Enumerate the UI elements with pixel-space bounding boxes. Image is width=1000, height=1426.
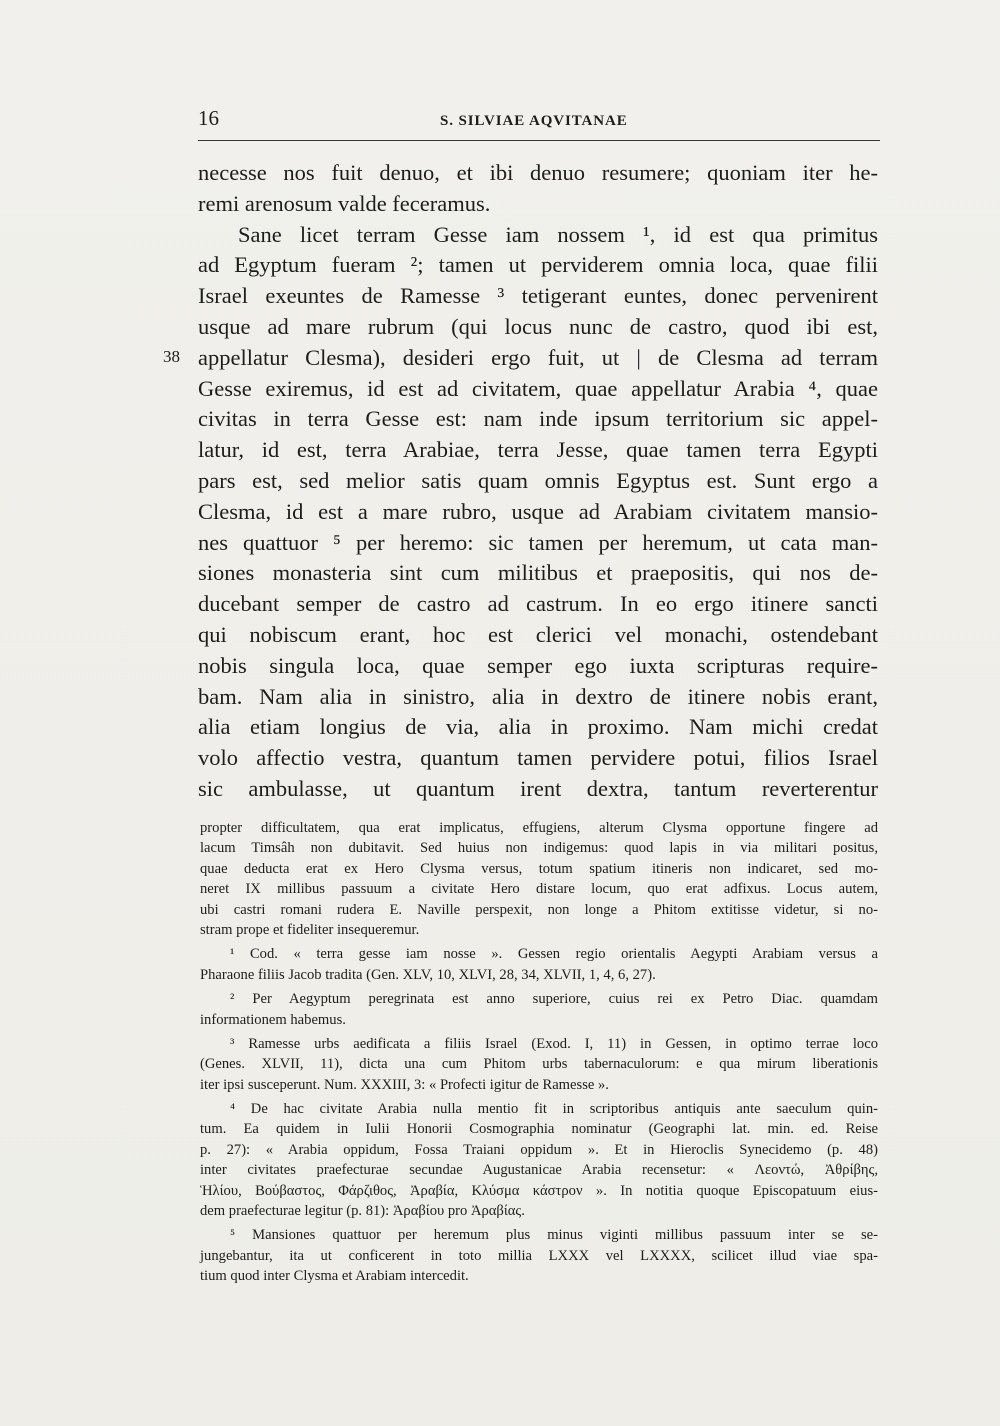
text-line: pars est, sed melior satis quam omnis Egyptus est. Sunt ergo a — [198, 467, 878, 493]
text-line: nobis singula loca, quae semper ego iuxta scripturas require- — [198, 652, 878, 678]
text-line: ducebant semper de castro ad castrum. In eo ergo itinere sancti — [198, 591, 878, 617]
footnote-line: dem praefecturae legitur (p. 81): Ἀραβίου pro Ἀραβίας. — [200, 1203, 525, 1220]
margin-line-number: 38 — [163, 347, 180, 366]
footnote-1: ¹ Cod. « terra gesse iam nosse ». Gessen regio orientalis Aegypti Arabiam versus a — [230, 946, 878, 963]
footnote-line: informationem habemus. — [200, 1011, 346, 1028]
footnote-line: (Genes. XLVII, 11), dicta una cum Phitom urbs tabernaculorum: e qua mirum liberationis — [200, 1056, 878, 1073]
footnote-line: inter civitates praefecturae secundae Augustanicae Arabia recensetur: « Λεοντώ, Ἀθρίβης, — [200, 1162, 878, 1179]
footnote-line: p. 27): « Arabia oppidum, Fossa Traiani oppidum ». Et in Hieroclis Synecidemo (p. 48) — [200, 1141, 878, 1158]
footnotes — [200, 818, 878, 1287]
text-line: Gesse exiremus, id est ad civitatem, quae appellatur Arabia ⁴, quae — [198, 375, 878, 401]
footnote-line: quae deducta erat ex Hero Clysma versus, totum spatium itineris non indicaret, sed mo- — [200, 860, 878, 877]
text-line: volo affectio vestra, quantum tamen pervidere potui, filios Israel — [198, 745, 878, 771]
text-line: siones monasteria sint cum militibus et praepositis, qui nos de- — [198, 560, 878, 586]
footnote-line: Ἡλίου, Βούβαστος, Φάρζιθος, Ἀραβία, Κλύσμα κάστρον ». In notitia quoque Episcopatuum eius- — [200, 1182, 878, 1199]
text-line: ad Egyptum fueram ²; tamen ut perviderem omnia loca, quae filii — [198, 252, 878, 278]
text-line: necesse nos fuit denuo, et ibi denuo resumere; quoniam iter he- — [198, 160, 878, 185]
footnote-line: ubi castri romani rudera E. Naville perspexit, non longe a Phitom extitisse videtur, si no- — [200, 901, 878, 918]
text-line: civitas in terra Gesse est: nam inde ipsum territorium sic appel- — [198, 406, 878, 432]
footnote-5: ⁵ Mansiones quattuor per heremum plus minus viginti millibus passuum inter se se- — [230, 1227, 878, 1244]
footnote-line: stram prope et fideliter insequeremur. — [200, 921, 420, 938]
footnote-line: lacum Timsâh non dubitavit. Sed huius non indigemus: quod lapis in via militari positus, — [200, 840, 878, 857]
text-line: appellatur Clesma), desideri ergo fuit, ut | de Clesma ad terram — [198, 344, 878, 370]
footnote-4: ⁴ De hac civitate Arabia nulla mentio fit in scriptoribus antiquis ante saeculum quin- — [230, 1101, 878, 1118]
text-line: latur, id est, terra Arabiae, terra Jesse, quae tamen terra Egypti — [198, 437, 878, 463]
footnote-line: neret IX millibus passuum a civitate Hero distare locum, quo erat adfixus. Locus autem, — [200, 881, 878, 898]
footnote-line: tum. Ea quidem in Iulii Honorii Cosmographia nominatur (Geographi lat. min. ed. Reise — [200, 1121, 878, 1138]
footnote-3: ³ Ramesse urbs aedificata a filiis Israel (Exod. I, 11) in Gessen, in optimo terrae loco — [230, 1035, 878, 1052]
text-line: Clesma, id est a mare rubro, usque ad Arabiam civitatem mansio- — [198, 498, 878, 524]
text-line: remi arenosum valde feceramus. — [198, 190, 491, 216]
text-line: nes quattuor ⁵ per heremo: sic tamen per heremum, ut cata man- — [198, 529, 878, 555]
running-head: S. SILVIAE AQVITANAE — [440, 113, 628, 129]
text-line: sic ambulasse, ut quantum irent dextra, tantum reverterentur — [198, 775, 878, 801]
main-text — [198, 158, 878, 805]
footnote-line: tium quod inter Clysma et Arabiam intercedit. — [200, 1268, 469, 1285]
footnote-2: ² Per Aegyptum peregrinata est anno superiore, cuius rei ex Petro Diac. quamdam — [230, 991, 878, 1008]
text-line: Israel exeuntes de Ramesse ³ tetigerant euntes, donec pervenirent — [198, 283, 878, 309]
footnote-line: iter ipsi susceperunt. Num. XXXIII, 3: « Profecti igitur de Ramesse ». — [200, 1076, 609, 1093]
page-header — [198, 100, 880, 140]
footnote-line: Pharaone filiis Jacob tradita (Gen. XLV, 10, XLVI, 28, 34, XLVII, 1, 4, 6, 27). — [200, 966, 656, 983]
footnote-line: propter difficultatem, qua erat implicatus, effugiens, alterum Clysma opportune fingere ad — [200, 820, 878, 836]
header-rule — [198, 140, 880, 141]
text-line: bam. Nam alia in sinistro, alia in dextro de itinere nobis erant, — [198, 683, 878, 709]
text-line: Sane licet terram Gesse iam nossem ¹, id est qua primitus — [238, 221, 878, 247]
text-line: usque ad mare rubrum (qui locus nunc de castro, quod ibi est, — [198, 313, 878, 339]
text-line: qui nobiscum erant, hoc est clerici vel monachi, ostendebant — [198, 621, 878, 647]
text-line: alia etiam longius de via, alia in proximo. Nam michi credat — [198, 714, 878, 740]
page-number: 16 — [198, 106, 219, 130]
footnote-line: jungebantur, ita ut conficerent in toto millia LXXX vel LXXXX, scilicet illud viae spa- — [200, 1247, 878, 1264]
